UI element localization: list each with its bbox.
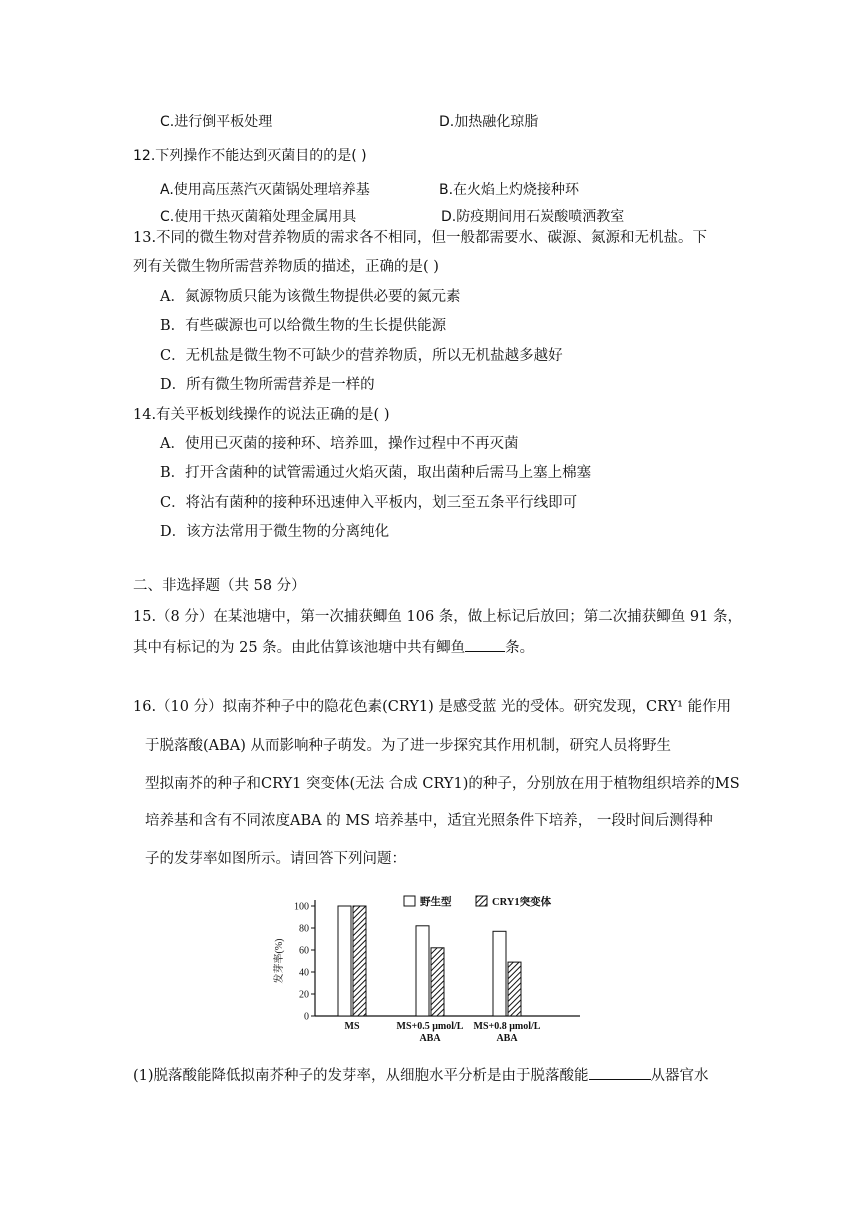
x-tick-label: MS bbox=[344, 1021, 360, 1032]
q12-option-d: D.防疫期间用石炭酸喷洒教室 bbox=[441, 209, 625, 225]
q14-stem: 14.有关平板划线操作的说法正确的是( ) bbox=[133, 407, 390, 423]
q16-line-2: 于脱落酸(ABA) 从而影响种子萌发。为了进一步探究其作用机制，研究人员将野生 bbox=[145, 738, 672, 754]
x-tick-label: MS+0.5 μmol/L bbox=[396, 1021, 464, 1032]
bar-cry1-mutant bbox=[508, 962, 521, 1016]
bar-wild-type bbox=[338, 906, 351, 1016]
q14-option-b: B．打开含菌种的试管需通过火焰灭菌，取出菌种后需马上塞上棉塞 bbox=[160, 465, 592, 481]
q11-option-c: C.进行倒平板处理 bbox=[160, 114, 273, 130]
y-tick-label: 0 bbox=[304, 1011, 309, 1023]
q16-sub1-tail: 从器官水 bbox=[650, 1068, 709, 1084]
q15-line-2-tail: 条。 bbox=[505, 640, 535, 656]
bar-wild-type bbox=[416, 926, 429, 1016]
q13-option-a: A．氮源物质只能为该微生物提供必要的氮元素 bbox=[160, 289, 461, 305]
legend-label: CRY1突变体 bbox=[492, 897, 552, 908]
y-axis-label: 发芽率(%) bbox=[274, 938, 285, 984]
q16-sub1-text: (1)脱落酸能降低拟南芥种子的发芽率，从细胞水平分析是由于脱落酸能 bbox=[133, 1068, 589, 1084]
q14-option-a: A．使用已灭菌的接种环、培养皿，操作过程中不再灭菌 bbox=[160, 436, 519, 452]
q12-option-a: A.使用高压蒸汽灭菌锅处理培养基 bbox=[160, 182, 370, 198]
bar-cry1-mutant bbox=[353, 906, 366, 1016]
q11-option-d: D.加热融化琼脂 bbox=[439, 114, 539, 130]
q16-line-5: 子的发芽率如图所示。请回答下列问题： bbox=[145, 851, 406, 867]
q14-option-c: C．将沾有菌种的接种环迅速伸入平板内，划三至五条平行线即可 bbox=[160, 495, 578, 511]
x-tick-label: MS+0.8 μmol/L bbox=[473, 1021, 541, 1032]
q14-option-d: D．该方法常用于微生物的分离纯化 bbox=[160, 524, 390, 540]
x-tick-sublabel: ABA bbox=[496, 1033, 518, 1044]
germination-rate-bar-chart bbox=[268, 890, 598, 1050]
y-tick-label: 40 bbox=[299, 967, 309, 979]
legend-label: 野生型 bbox=[420, 897, 452, 908]
y-tick-label: 20 bbox=[299, 989, 309, 1001]
q16-line-3: 型拟南芥的种子和CRY1 突变体(无法 合成 CRY1)的种子，分别放在用于植物组织培养的MS bbox=[145, 776, 740, 792]
q12-stem: 12.下列操作不能达到灭菌目的的是( ) bbox=[133, 148, 367, 164]
bar-wild-type bbox=[493, 931, 506, 1016]
q15-line-1: 15.（8 分）在某池塘中，第一次捕获鲫鱼 106 条，做上标记后放回；第二次捕获鲫鱼 91 条， bbox=[133, 609, 742, 625]
q13-stem-line-2: 列有关微生物所需营养物质的描述，正确的是( ) bbox=[133, 259, 439, 275]
y-tick-label: 60 bbox=[299, 945, 309, 957]
q15-line-2-text: 其中有标记的为 25 条。由此估算该池塘中共有鲫鱼 bbox=[133, 640, 466, 656]
q13-option-b: B．有些碳源也可以给微生物的生长提供能源 bbox=[160, 318, 447, 334]
q13-option-d: D．所有微生物所需营养是一样的 bbox=[160, 377, 375, 393]
q15-line-2 bbox=[133, 637, 534, 658]
q16-line-1: 16.（10 分）拟南芥种子中的隐花色素(CRY1) 是感受蓝 光的受体。研究发现，CRY¹ 能作用 bbox=[133, 699, 732, 715]
y-tick-label: 80 bbox=[299, 923, 309, 935]
q16-line-4: 培养基和含有不同浓度ABA 的 MS 培养基中，适宜光照条件下培养， 一段时间后测得种 bbox=[145, 813, 713, 829]
q13-stem-line-1: 13.不同的微生物对营养物质的需求各不相同，但一般都需要水、碳源、氮源和无机盐。下 bbox=[133, 230, 708, 246]
legend-swatch-wild-type bbox=[404, 896, 415, 906]
legend-swatch-cry1-mutant bbox=[476, 896, 487, 906]
q16-sub1 bbox=[133, 1065, 709, 1086]
x-tick-sublabel: ABA bbox=[419, 1033, 441, 1044]
section-title: 二、非选择题（共 58 分） bbox=[133, 578, 306, 594]
q12-option-b: B.在火焰上灼烧接种环 bbox=[439, 182, 580, 198]
answer-blank bbox=[589, 1065, 651, 1080]
bar-cry1-mutant bbox=[431, 948, 444, 1016]
y-tick-label: 100 bbox=[294, 901, 309, 913]
q13-option-c: C．无机盐是微生物不可缺少的营养物质，所以无机盐越多越好 bbox=[160, 348, 563, 364]
answer-blank bbox=[465, 637, 505, 652]
q12-option-c: C.使用干热灭菌箱处理金属用具 bbox=[160, 209, 357, 225]
